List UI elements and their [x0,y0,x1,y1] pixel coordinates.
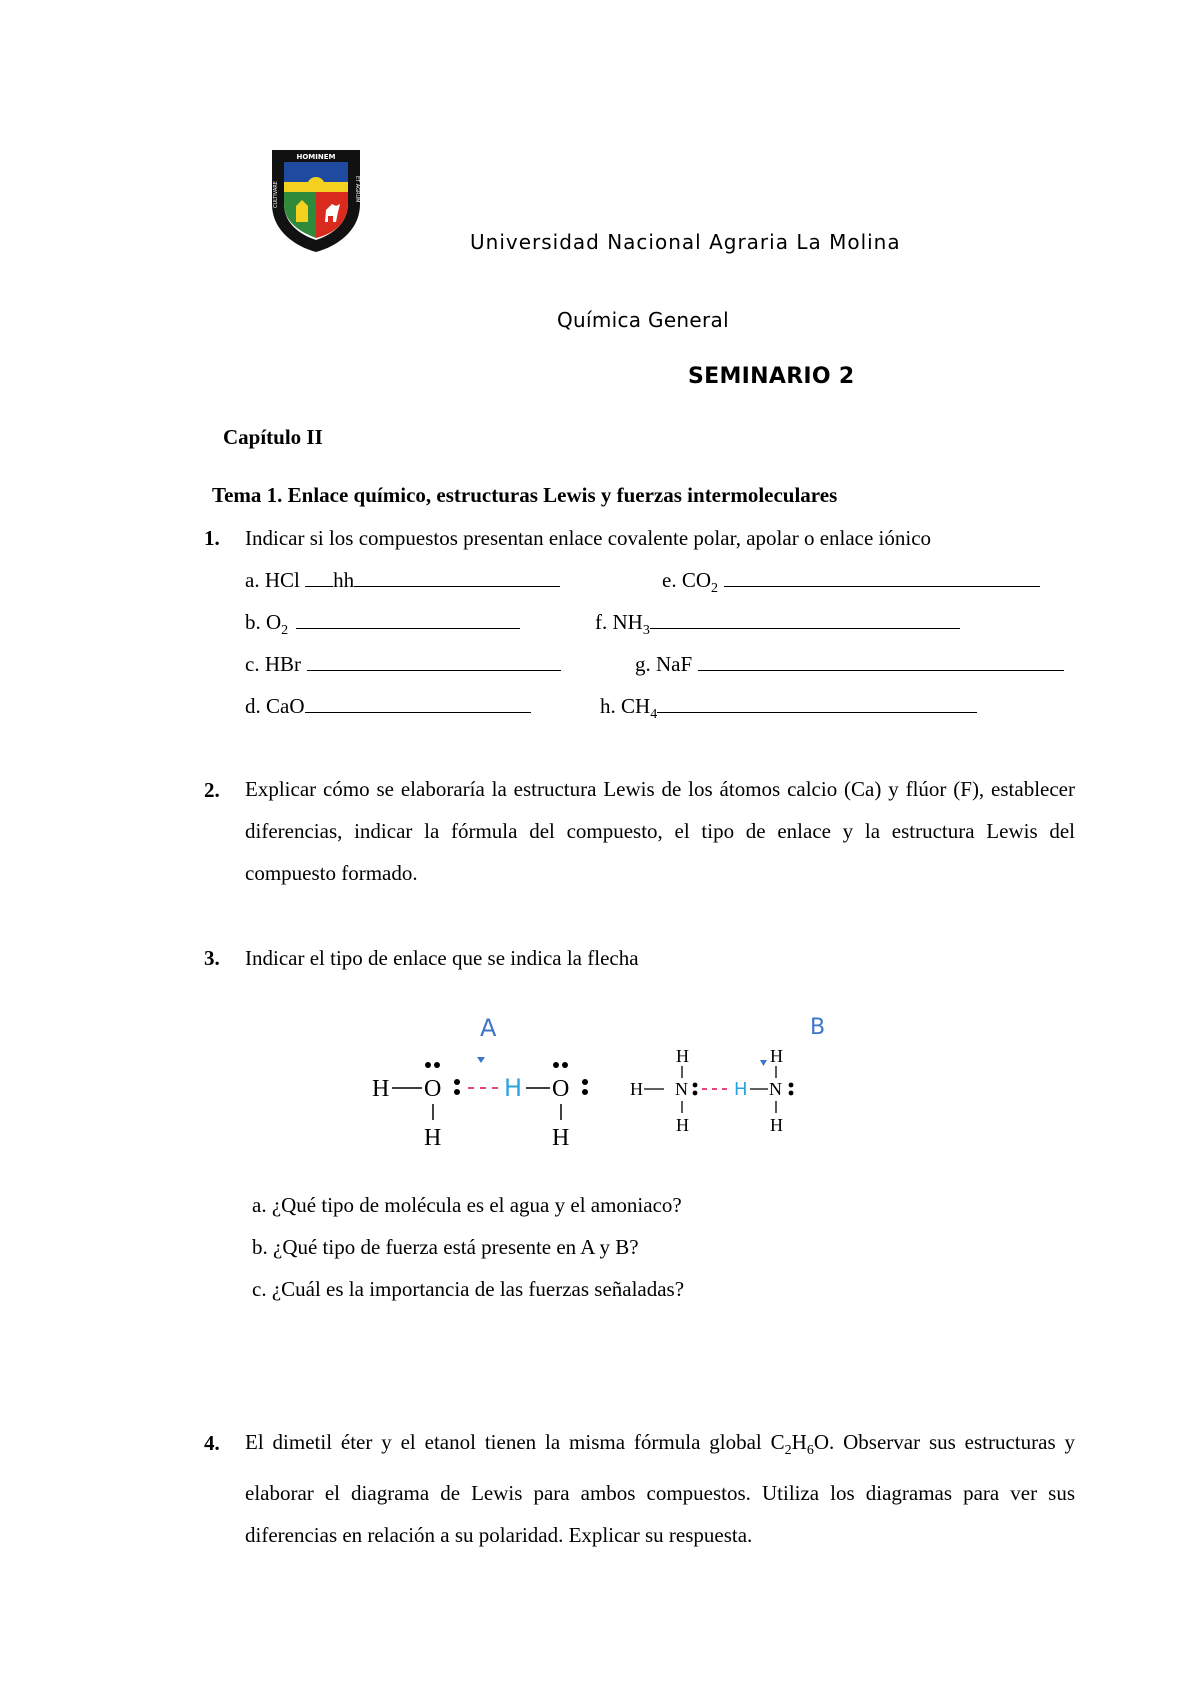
atom-h: H [630,1079,643,1099]
lone-pair-dot [693,1091,698,1096]
lone-pair-dot [789,1091,794,1096]
subscript: 4 [650,707,658,723]
q4-text-after: O. Observar sus estructuras y elaborar el diagrama de Lewis para ambos compuestos. Utiliza los diagramas para ver sus diferencias en relación a su polaridad. Explicar su respuesta. [245,1430,1075,1548]
subscript: 6 [806,1443,814,1459]
q3-text: Indicar el tipo de enlace que se indica la flecha [245,946,639,970]
subscript: 2 [784,1443,792,1459]
q1-item-h-label: h. CH [600,694,651,718]
atom-o: O [424,1076,442,1102]
q3-sub-b: b. ¿Qué tipo de fuerza está presente en A y B? [252,1235,639,1259]
q2-text: Explicar cómo se elaboraría la estructura Lewis de los átomos calcio (Ca) y flúor (F), establecer diferencias, indicar la fórmula del compuesto, el tipo de enlace y la estructura Lewis del compuesto formado. [245,777,1075,885]
q3-sub-a: a. ¿Qué tipo de molécula es el agua y el amoniaco? [252,1193,682,1217]
water-molecule-1 [372,1062,460,1151]
answer-line[interactable] [296,610,520,629]
lone-pair-dot [425,1062,431,1068]
lone-pair-dot [693,1083,698,1088]
lone-pair-dot [582,1079,588,1085]
lone-pair-dot [562,1062,568,1068]
logo-text-left: CULTIVARE [273,181,279,208]
seminar-title: SEMINARIO 2 [688,364,855,389]
atom-h: H [770,1046,783,1066]
label-a: A [480,1014,497,1042]
q4-number: 4. [204,1431,220,1455]
q1-item-a-label: a. HCl [245,568,306,592]
arrow-a-icon [477,1057,485,1063]
shared-hydrogen-a: H [504,1074,523,1102]
answer-line[interactable] [305,568,333,587]
answer-line[interactable] [657,694,977,713]
university-name: Universidad Nacional Agraria La Molina [470,230,901,254]
q4-text-before: El dimetil éter y el etanol tienen la misma fórmula global C [245,1430,785,1454]
q1-item-d [245,694,531,719]
q1-item-g-label: g. NaF [635,652,693,676]
lone-pair-dot [789,1083,794,1088]
chapter-heading: Capítulo II [223,425,323,449]
q2-number: 2. [204,778,220,802]
q1-text: Indicar si los compuestos presentan enlace covalente polar, apolar o enlace iónico [245,526,932,550]
atom-h: H [372,1076,390,1102]
q1-item-d-label: d. CaO [245,694,305,718]
answer-line[interactable] [305,694,531,713]
topic-heading: Tema 1. Enlace químico, estructuras Lewis y fuerzas intermoleculares [212,483,838,507]
q1-item-c [245,652,561,677]
label-b: B [810,1015,826,1040]
atom-n: N [675,1079,688,1099]
atom-h: H [770,1115,783,1135]
logo-text-right: ET AGRUM [354,176,360,203]
lone-pair-dot [434,1062,440,1068]
answer-line[interactable] [354,568,560,587]
arrow-b-icon [760,1060,767,1066]
q1-item-f-label: f. NH [595,610,643,634]
lone-pair-dot [454,1079,460,1085]
atom-h: H [676,1046,689,1066]
atom-h: H [424,1125,442,1151]
subscript: 3 [642,623,650,639]
answer-line[interactable] [698,652,1064,671]
q1-item-f [595,610,960,639]
shared-hydrogen-b: H [734,1079,748,1100]
q3-number: 3. [204,946,220,970]
q1-item-e-label: e. CO [662,568,711,592]
lone-pair-dot [553,1062,559,1068]
q1-item-g [635,652,1064,677]
q1-item-a-answer: hh [333,568,355,592]
lone-pair-dot [582,1089,588,1095]
q4-formula-mid: H [791,1430,807,1454]
atom-o: O [552,1076,570,1102]
logo-text-top: HOMINEM [296,153,336,161]
water-molecule-2 [526,1062,588,1151]
q1-number: 1. [204,526,220,550]
q3-sub-c: c. ¿Cuál es la importancia de las fuerzas señaladas? [252,1277,685,1301]
ammonia-molecule-1 [630,1046,697,1135]
lone-pair-dot [454,1089,460,1095]
q1-item-a [245,568,560,593]
q1-item-b-label: b. O [245,610,282,634]
answer-line[interactable] [650,610,960,629]
university-logo [268,146,364,254]
subscript: 2 [711,581,718,597]
atom-h: H [552,1125,570,1151]
atom-h: H [676,1115,689,1135]
course-name: Química General [557,308,729,332]
atom-n: N [769,1079,782,1099]
q1-item-e [662,568,1040,597]
subscript: 2 [281,623,289,639]
q1-item-h [600,694,977,723]
q1-item-c-label: c. HBr [245,652,301,676]
ammonia-molecule-2 [750,1046,793,1135]
answer-line[interactable] [724,568,1040,587]
hydrogen-bond-figure [370,1008,890,1158]
answer-line[interactable] [307,652,561,671]
q4-text [245,1421,1075,1556]
q1-item-b [245,610,520,639]
